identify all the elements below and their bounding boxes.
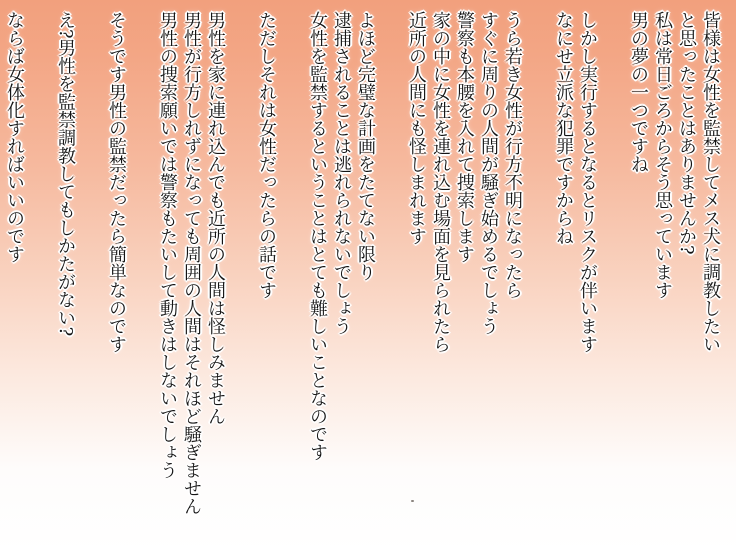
text-line: 近所の人間にも怪しまれます xyxy=(406,11,427,245)
text-line: うら若き女性が行方不明になったら xyxy=(502,11,523,299)
text-line: 逮捕されることは逃れられないでしょう xyxy=(331,11,352,335)
text-line: そうです男性の監禁だったら簡単なのです xyxy=(106,11,127,353)
paragraph xyxy=(104,11,128,546)
text-line: 男の夢の一つですね xyxy=(628,11,649,173)
text-line: え?男性を監禁調教してもしかたがない? xyxy=(55,11,76,337)
text-line: 男性の捜索願いでは警察もたいして動きはしないでしょう xyxy=(157,11,178,479)
text-line: 男性を家に連れ込んでも近所の人間は怪しみません xyxy=(205,11,226,425)
paragraph xyxy=(404,11,524,546)
text-line: 女性を監禁するということはとても難しいことなのです xyxy=(307,11,328,461)
text-line: なにせ立派な犯罪ですからね xyxy=(553,11,574,245)
text-line: 私は常日ごろからそう思っています xyxy=(652,11,673,299)
text-line: ならば女体化すればいいのです xyxy=(4,11,25,263)
paragraph xyxy=(155,11,227,546)
text-line: しかし実行するとなるとリスクが伴います xyxy=(577,11,598,353)
paragraph xyxy=(305,11,377,546)
text-line: 男性が行方しれずになっても周囲の人間はそれほど騒ぎません xyxy=(181,11,202,515)
text-line: と思ったことはありませんか? xyxy=(676,11,697,255)
paragraph xyxy=(551,11,599,546)
paragraph xyxy=(2,11,26,546)
text-line: 警察も本腰を入れて捜索します xyxy=(454,11,475,263)
text-line: ただしそれは女性だったらの話です xyxy=(256,11,277,299)
paragraph xyxy=(254,11,278,546)
paragraph xyxy=(626,11,722,546)
text-line: よほど完璧な計画をたてない限り xyxy=(355,11,376,281)
text-line: 皆様は女性を監禁してメス犬に調教したい xyxy=(700,11,721,353)
paragraph xyxy=(53,11,77,546)
speck xyxy=(411,500,414,502)
text-line: すぐに周りの人間が騒ぎ始めるでしょう xyxy=(478,11,499,335)
text-line: 家の中に女性を連れ込む場面を見られたら xyxy=(430,11,451,353)
